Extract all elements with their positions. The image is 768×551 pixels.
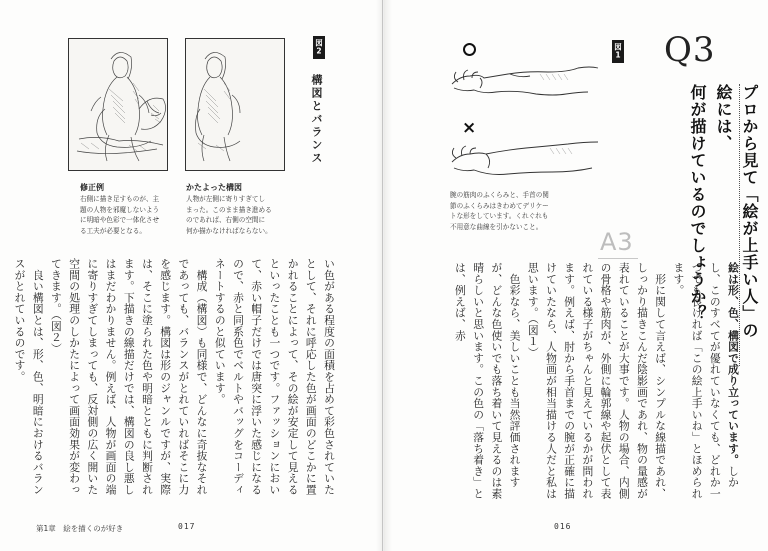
- caption-corrected-example-body: 右側に描き足すものが、主 題の人物を邪魔しないよう に明暗や色彩で一体化させ る工夫が必要となる。: [80, 195, 160, 235]
- figure2-label: 図2: [313, 36, 325, 59]
- correct-circle-mark: [463, 43, 476, 56]
- left-page-body-text: い色がある程度の面積を占めて彩色されていたとして、それに呼応した色が画面のどこかに置かれることによって、その絵が安定して見えるといったことも一つです。ファッションにおいて、赤い帽子だけでは唐突に浮いた感じになるので、赤と同系色でベルトやバッグをコーディネートするのと似ています。 構成（構図）も同様で、どんなに奇抜なそれであっても、バランスがとれていればそこに力を感じます。構図は形のジャンルですが、実際は、そこに塗られた色や明暗とともに判断されます。下描きの線描だけでは、構図の良し悪しはまだわかりません。例えば、人物が画面の端に寄りすぎてしまっても、反対側の広く開いた空間の処理のしかたによって画面効果が変わってきます。（図２） 良い構図とは、形、色、明暗におけるバランスがとれているのです。: [13, 258, 336, 496]
- figure2-title: 構図とバランス: [310, 74, 323, 165]
- page-number-left: 017: [178, 522, 196, 531]
- answer-number: A3: [600, 228, 634, 256]
- figure-drawing-illustration: [69, 39, 169, 172]
- sketch-corrected-example: [68, 38, 168, 171]
- arm-drawing-incorrect: [450, 140, 600, 184]
- answer-body: しかし、このすべてが優れていなくても、どれか一つでも良ければ「この絵上手いね」とほめられます。 形に関して言えば、シンプルな線描であれ、しっかり描きこんだ陰影画であれ、物の量感が表れていることが大事です。人物の場合、内側の骨格や筋肉が、外側に輪郭線や起伏として表れている様子がちゃんと見えているかが問われます。例えば、肘から手首までの腕が正確に描けていたなら、人物画が相当描ける人だと私は思います。（図１） 色彩なら、美しいことも当然評価されますが、どんな色使いでも落ち着いて見えるのは素晴らしいと思います。この色の「落ち着き」とは、例えば、赤: [453, 262, 740, 500]
- arm-drawing-correct: [450, 62, 600, 102]
- right-page: [384, 0, 768, 551]
- sketch-biased-composition: [185, 38, 285, 171]
- figure1-label: 図1: [612, 40, 624, 63]
- question-title: プロから見て「絵が上手い人」の絵には、 何が描けているのでしょうか？: [688, 84, 759, 339]
- answer-body-text: [440, 262, 742, 502]
- left-page: [0, 0, 383, 551]
- page-number-right: 016: [554, 522, 572, 531]
- question-number: Q3: [664, 30, 716, 70]
- chapter-footer: 第1章 絵を描くのが好き: [36, 524, 124, 533]
- book-gutter-shadow: [376, 0, 392, 551]
- incorrect-cross-mark: ×: [462, 118, 477, 138]
- caption-corrected-example-title: 修正例: [80, 183, 104, 192]
- answer-number-rule: [598, 258, 638, 259]
- figure-drawing-illustration: [186, 39, 286, 172]
- caption-biased-composition-body: 人物が左側に寄りすぎてし まった。このまま描き進める のであれば、右側の空間に 何か描かなければならない。: [186, 195, 272, 235]
- caption-biased-composition-title: かたよった構図: [186, 183, 242, 192]
- answer-lead: 絵は形、色、構図で成り立っています。: [727, 262, 740, 466]
- figure1-caption: 腕の筋肉のふくらみと、手首の関 節のふくらみはきわめてデリケー トな形をしています。くれぐれも 不用意な曲線を引かないこと。: [450, 191, 549, 231]
